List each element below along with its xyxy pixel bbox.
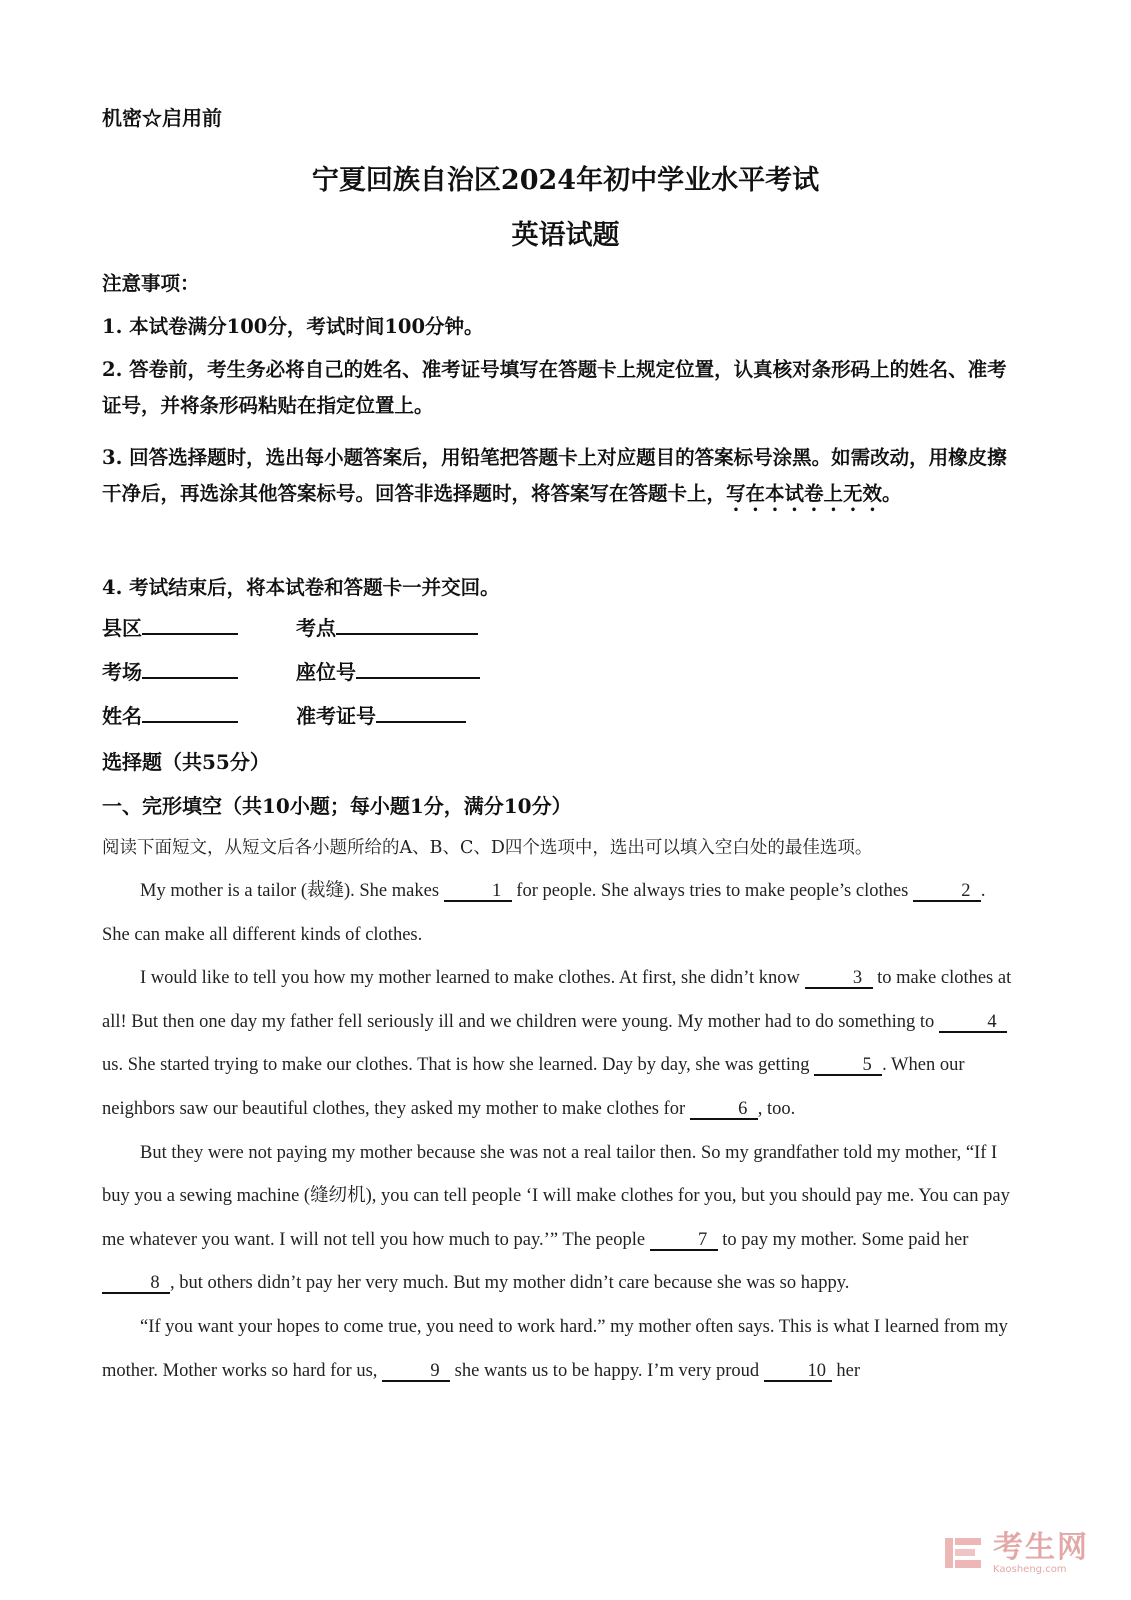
passage-text: she wants us to be happy. I’m very proud <box>450 1360 764 1381</box>
site-field[interactable] <box>296 612 478 641</box>
notice-item-4: 4. 考试结束后，将本试卷和答题卡一并交回。 <box>102 576 500 599</box>
name-line <box>142 701 238 723</box>
passage-text: , but others didn’t pay her very much. But my mother didn’t care because she was so happy. <box>170 1273 850 1294</box>
notice-item-3-emphasis: 写在本试卷上无效 <box>726 482 883 505</box>
passage-text: . She can make all different kinds of clothes. <box>102 881 986 945</box>
exam-id-line <box>376 701 466 723</box>
passage-paragraph-4 <box>102 1306 1014 1393</box>
exam-id-label: 准考证号 <box>296 704 376 728</box>
blank-10: 10 <box>764 1362 832 1382</box>
watermark-url: Kaosheng.com <box>993 1564 1067 1575</box>
county-line <box>142 613 238 635</box>
blank-6: 6 <box>690 1100 758 1120</box>
site-label: 考点 <box>296 616 336 640</box>
notice-item-3-end: 。 <box>882 482 902 505</box>
passage-text: My mother is a tailor (裁缝). She makes <box>140 881 444 901</box>
choice-section-title: 选择题（共55分） <box>102 750 270 774</box>
watermark-text <box>993 1532 1089 1576</box>
part1-title: 一、完形填空（共10小题；每小题1分，满分10分） <box>102 794 572 818</box>
blank-2: 2 <box>913 882 981 902</box>
notice-item-1: 1. 本试卷满分100分，考试时间100分钟。 <box>102 315 484 338</box>
passage-text: us. She started trying to make our clothes. That is how she learned. Day by day, she was getting <box>102 1055 815 1076</box>
confidential-label: 机密☆启用前 <box>102 106 222 130</box>
watermark-logo-icon <box>941 1532 985 1576</box>
passage-paragraph-2 <box>102 957 1014 1131</box>
cloze-instruction: 阅读下面短文，从短文后各小题所给的A、B、C、D四个选项中，选出可以填入空白处的最佳选项。 <box>102 838 873 858</box>
seat-label: 座位号 <box>296 660 356 684</box>
blank-1: 1 <box>444 882 512 902</box>
candidate-fields <box>102 612 1002 744</box>
cloze-passage <box>102 870 1014 1393</box>
name-label: 姓名 <box>102 704 142 728</box>
blank-9: 9 <box>382 1362 450 1382</box>
county-label: 县区 <box>102 616 142 640</box>
exam-title: 宁夏回族自治区2024年初中学业水平考试 <box>311 165 820 196</box>
notice-item-2: 2. 答卷前，考生务必将自己的姓名、准考证号填写在答题卡上规定位置，认真核对条形码上的姓名、准考证号，并将条形码粘贴在指定位置上。 <box>102 358 1007 417</box>
name-field[interactable] <box>102 700 238 729</box>
seat-line <box>356 657 480 679</box>
passage-text: for people. She always tries to make people’s clothes <box>511 881 913 901</box>
site-line <box>336 613 478 635</box>
room-label: 考场 <box>102 660 142 684</box>
county-field[interactable] <box>102 612 238 641</box>
notice-item-3-text: 3. 回答选择题时，选出每小题答案后，用铅笔把答题卡上对应题目的答案标号涂黑。如需改动，用橡皮擦干净后，再选涂其他答案标号。回答非选择题时，将答案写在答题卡上， <box>102 446 1007 505</box>
exam-id-field[interactable] <box>296 700 466 729</box>
passage-paragraph-3 <box>102 1132 1014 1306</box>
room-line <box>142 657 238 679</box>
blank-3: 3 <box>805 969 873 989</box>
notice-heading: 注意事项： <box>102 272 200 295</box>
passage-text: But they were not paying my mother because she was not a real tailor then. So my grandfather told my mother, “If I buy you a sewing machine (缝纫机), you can tell people ‘I will make clothes for you, but you should pay me. You can pay me whatever you want. I will not tell you how much to pay.’” The people <box>102 1142 1010 1250</box>
notice-item-3 <box>102 440 1022 516</box>
passage-paragraph-1 <box>102 870 1014 957</box>
room-field[interactable] <box>102 656 238 685</box>
passage-text: “If you want your hopes to come true, you need to work hard.” my mother often says. This is what I learned from my mother. Mother works so hard for us, <box>102 1316 1008 1381</box>
passage-text: . When our neighbors saw our beautiful clothes, they asked my mother to make clothes for <box>102 1055 965 1119</box>
blank-7: 7 <box>650 1231 718 1251</box>
watermark <box>941 1532 1089 1576</box>
passage-text: to make clothes at all! But then one day my father fell seriously ill and we children were young. My mother had to do something to <box>102 968 1012 1032</box>
watermark-brand: 考生网 <box>993 1530 1089 1565</box>
seat-field[interactable] <box>296 656 480 685</box>
blank-4: 4 <box>939 1013 1007 1033</box>
passage-text: her <box>831 1360 861 1381</box>
passage-text: , too. <box>757 1098 796 1119</box>
exam-subtitle: 英语试题 <box>511 220 620 251</box>
passage-text: I would like to tell you how my mother learned to make clothes. At first, she didn’t know <box>140 968 805 989</box>
blank-8: 8 <box>102 1274 170 1294</box>
passage-text: to pay my mother. Some paid her <box>717 1229 969 1250</box>
blank-5: 5 <box>814 1056 882 1076</box>
